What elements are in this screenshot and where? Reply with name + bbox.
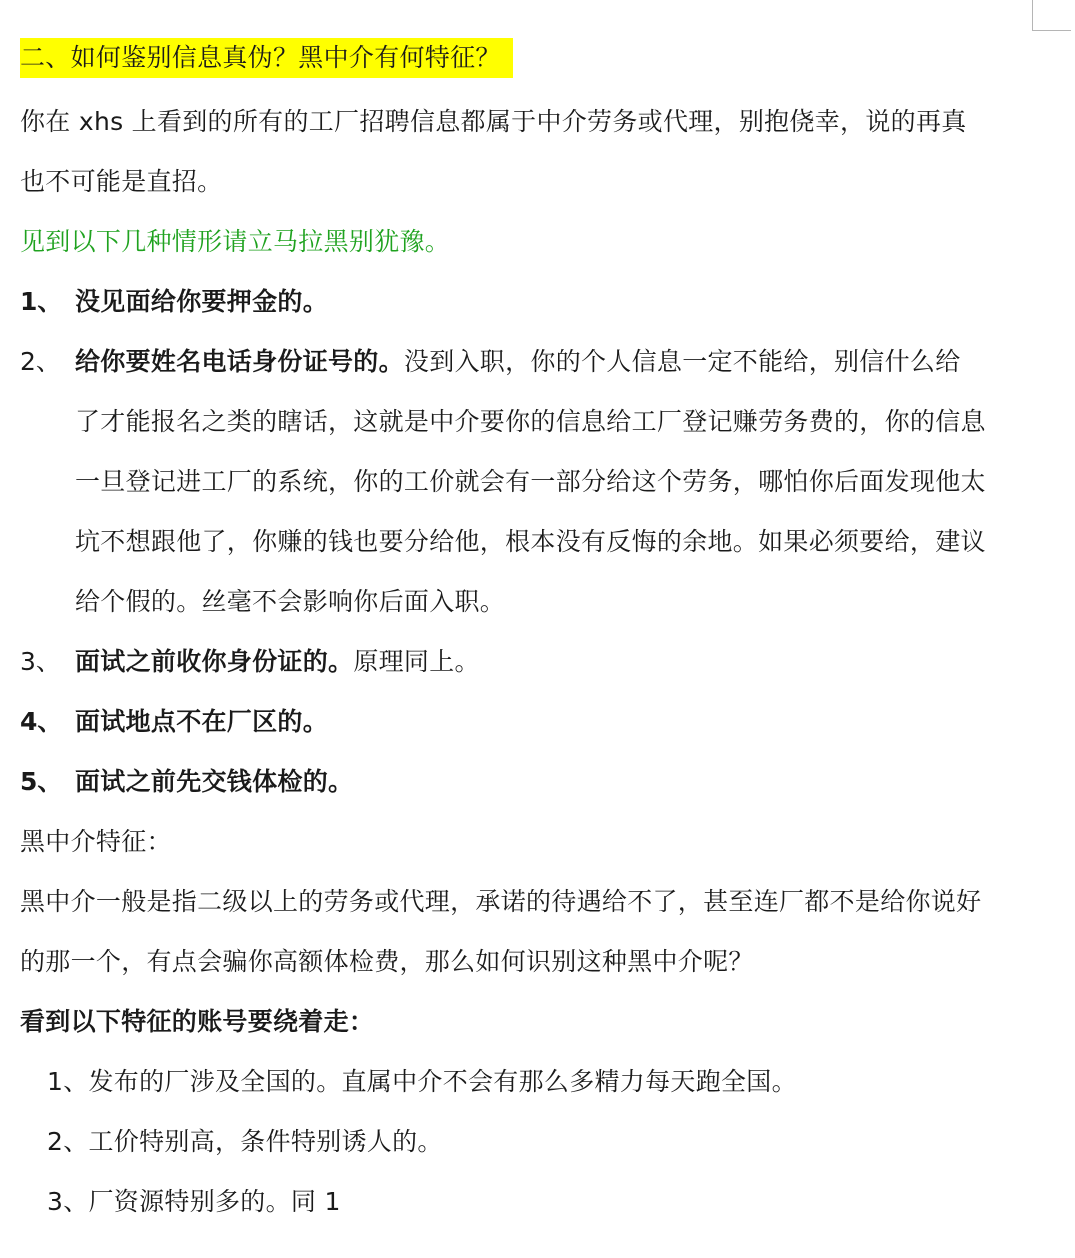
item-3-line: [75, 642, 480, 682]
item-2-number: 2、: [20, 347, 61, 376]
avoid-item-2: 2、工价特别高，条件特别诱人的。: [47, 1127, 443, 1156]
item-3-rest: 原理同上。: [353, 647, 480, 676]
intro-line-1: 你在 xhs 上看到的所有的工厂招聘信息都属于中介劳务或代理，别抱侥幸，说的再真: [20, 107, 967, 136]
item-2-rest: 没到入职，你的个人信息一定不能给，别信什么给: [403, 347, 961, 376]
item-5-number: 5、: [20, 767, 63, 796]
features-desc-line-1: 黑中介一般是指二级以上的劳务或代理，承诺的待遇给不了，甚至连厂都不是给你说好: [20, 887, 982, 916]
avoid-item-1: 1、发布的厂涉及全国的。直属中介不会有那么多精力每天跑全国。: [47, 1067, 797, 1096]
item-4-number: 4、: [20, 707, 63, 736]
features-title: 黑中介特征：: [20, 827, 172, 856]
item-3-bold: 面试之前收你身份证的。: [75, 647, 354, 676]
item-2-cont-1: 了才能报名之类的瞎话，这就是中介要你的信息给工厂登记赚劳务费的，你的信息: [75, 407, 986, 436]
features-desc-line-2: 的那一个，有点会骗你高额体检费，那么如何识别这种黑中介呢？: [20, 947, 754, 976]
item-4-bold: 面试地点不在厂区的。: [75, 707, 329, 736]
warning-text: 见到以下几种情形请立马拉黑别犹豫。: [20, 227, 451, 256]
item-2-cont-2: 一旦登记进工厂的系统，你的工价就会有一部分给这个劳务，哪怕你后面发现他太: [75, 467, 986, 496]
avoid-title: 看到以下特征的账号要绕着走：: [20, 1007, 375, 1036]
page-corner-mark: [1032, 0, 1071, 31]
section-heading: 二、如何鉴别信息真伪？黑中介有何特征？: [20, 38, 513, 78]
item-2-cont-4: 给个假的。丝毫不会影响你后面入职。: [75, 587, 506, 616]
item-1-bold: 没见面给你要押金的。: [75, 287, 329, 316]
item-3-number: 3、: [20, 647, 61, 676]
item-1-number: 1、: [20, 287, 63, 316]
intro-line-2: 也不可能是直招。: [20, 167, 223, 196]
item-2-cont-3: 坑不想跟他了，你赚的钱也要分给他，根本没有反悔的余地。如果必须要给，建议: [75, 527, 986, 556]
item-2-bold: 给你要姓名电话身份证号的。: [75, 347, 404, 376]
item-2-line: [75, 342, 961, 382]
item-5-bold: 面试之前先交钱体检的。: [75, 767, 354, 796]
avoid-item-3: 3、厂资源特别多的。同 1: [47, 1187, 341, 1216]
